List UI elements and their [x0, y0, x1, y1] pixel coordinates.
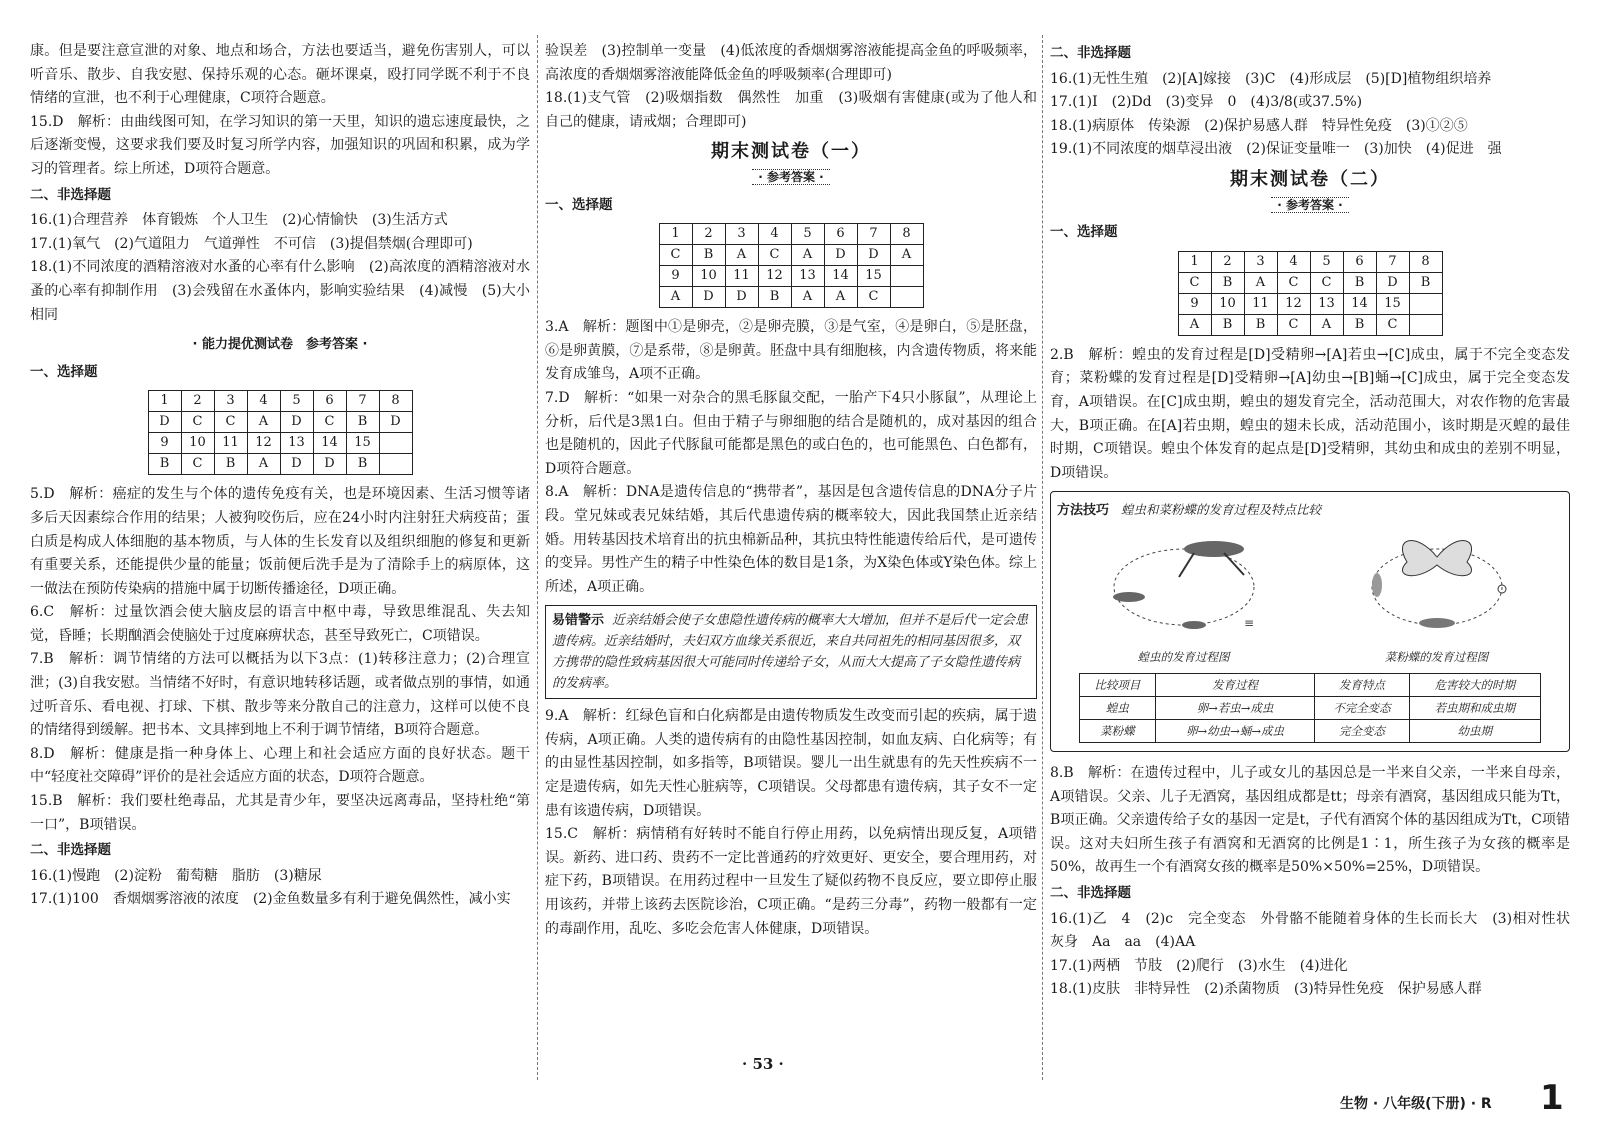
answer-16: 16.(1)合理营养 体育锻炼 个人卫生 (2)心情愉快 (3)生活方式 — [30, 212, 448, 229]
answer-17: 17.(1)Ⅰ (2)Dd (3)变异 0 (4)3/8(或37.5%) — [1050, 94, 1363, 111]
answer-2: 2.B 解析：蝗虫的发育过程是[D]受精卵→[A]若虫→[C]成虫，属于不完全变态发育；菜粉蝶的发育过程是[D]受精卵→[A]幼虫→[B]蛹→[C]成虫，属于完全变态发育，A项错误。在[C]成虫期，蝗虫的翅发育完全，活动范围大，对农作物的危害最大，B项正确。在[A]若虫期，蝗虫的翅未长成，活动范围小，该时期是灭蝗的最佳时期，C项错误。蝗虫个体发育的起点是[D]受精卵，其幼虫和成虫的差别不明显，D项错误。 — [1050, 346, 1570, 481]
section-heading: 二、非选择题 — [30, 186, 111, 203]
warning-text: 近亲结婚会使子女患隐性遗传病的概率大大增加，但并不是后代一定会患遗传病。近亲结婚时，夫妇双方血缘关系很近，来自共同祖先的相同基因很多，双方携带的隐性致病基因很大可能同时传递给子女，从而大大提高了子女隐性遗传病的发病率。 — [552, 613, 1029, 692]
page-corner-number: 1 — [1540, 1078, 1564, 1118]
section-heading: 一、选择题 — [30, 363, 98, 380]
reference-label: · 参考答案 · — [1050, 194, 1570, 218]
answer-15: 15.B 解析：我们要杜绝毒品，尤其是青少年，要坚决远离毒品，坚持杜绝“第一口”，B项错误。 — [30, 793, 530, 833]
answer-grid: 1 2 3 4 5 6 7 8 C B A C C B D B 9 10 11 12 13 14 15 A B B C A B C — [1178, 251, 1443, 336]
column-divider — [537, 35, 538, 1080]
svg-text:≡: ≡ — [1243, 615, 1254, 630]
column-divider — [1042, 35, 1043, 1080]
figure-caption: 蝗虫的发育过程图 — [1137, 649, 1230, 664]
answer-18: 18.(1)支气管 (2)吸烟指数 偶然性 加重 (3)吸烟有害健康(或为了他人和自己的健康，请戒烟；合理即可) — [545, 90, 1037, 130]
comparison-table: 比较项目 发育过程 发育特点 危害较大的时期 蝗虫 卵→若虫→成虫 不完全变态 若虫期和成虫期 菜粉蝶 卵→幼虫→蛹→成虫 完全变态 幼虫期 — [1079, 673, 1541, 743]
warning-title: 易错警示 — [552, 613, 605, 629]
column-3 — [1050, 40, 1584, 1002]
answer-3: 3.A 解析：题图中①是卵壳，②是卵壳膜，③是气室，④是卵白，⑤是胚盘，⑥是卵黄膜，⑦是系带，⑧是卵黄。胚盘中具有细胞核，内含遗传物质，将来能发育成雏鸟，A项不正确。 — [545, 319, 1037, 383]
locust-cycle-illustration — [1084, 527, 1284, 637]
section-heading: 一、选择题 — [1050, 224, 1118, 241]
answer-18: 18.(1)不同浓度的酒精溶液对水蚤的心率有什么影响 (2)高浓度的酒精溶液对水蚤的心率有抑制作用 (3)会残留在水蚤体内，影响实验结果 (4)减慢 (5)大小相同 — [30, 259, 530, 323]
figure-caption: 菜粉蝶的发育过程图 — [1384, 649, 1489, 664]
section-heading: 二、非选择题 — [30, 842, 111, 859]
answer-16: 16.(1)乙 4 (2)c 完全变态 外骨骼不能随着身体的生长而长大 (3)相对性状 灰身 Aa aa (4)AA — [1050, 910, 1584, 951]
paragraph: 康。但是要注意宣泄的对象、地点和场合，方法也要适当，避免伤害别人，可以听音乐、散步、自我安慰、保持乐观的心态。砸坏课桌，殴打同学既不利于不良情绪的宣泄，也不利于心理健康，C项符合题意。 — [30, 43, 530, 107]
answer-17: 17.(1)氧气 (2)气道阻力 气道弹性 不可信 (3)提倡禁烟(合理即可) — [30, 235, 473, 252]
locust-figure — [1084, 527, 1284, 669]
answer-9: 9.A 解析：红绿色盲和白化病都是由遗传物质发生改变而引起的疾病，属于遗传病，A项正确。人类的遗传病有的由隐性基因控制，如血友病、白化病等；有的由显性基因控制，如多指等，B项错误。婴儿一出生就患有的先天性疾病不一定是遗传病，如先天性心脏病等，C项错误。父母都患有遗传病，其子女不一定患有该遗传病，D项错误。 — [545, 708, 1037, 819]
development-figures — [1057, 527, 1563, 669]
tips-title: 方法技巧 — [1057, 503, 1110, 519]
section-heading: 一、选择题 — [545, 196, 613, 213]
answer-grid: 1 2 3 4 5 6 7 8 D C C A D C B D 9 10 11 12 13 14 15 B C B A D D B — [148, 390, 413, 475]
answer-17: 17.(1)两栖 节肢 (2)爬行 (3)水生 (4)进化 — [1050, 957, 1348, 974]
section-title: · 能力提优测试卷 参考答案 · — [192, 337, 368, 353]
column-1 — [30, 40, 530, 912]
answer-18: 18.(1)病原体 传染源 (2)保护易感人群 特异性免疫 (3)①②⑤ — [1050, 117, 1468, 134]
answer-8: 8.B 解析：在遗传过程中，儿子或女儿的基因总是一半来自父亲，一半来自母亲，A项错误。父亲、儿子无酒窝，基因组成都是tt；母亲有酒窝，基因组成只能为Tt，B项正确。父亲遗传给子女的基因一定是t，子代有酒窝个体的基因组成为Tt，C项错误。这对夫妇所生孩子有酒窝和无酒窝的比例是1∶1，所生孩子为女孩的概率是50%，故再生一个有酒窝女孩的概率是50%×50%=25%，D项错误。 — [1050, 765, 1570, 876]
answer-19: 19.(1)不同浓度的烟草浸出液 (2)保证变量唯一 (3)加快 (4)促进 强 — [1050, 141, 1502, 158]
answer-15: 15.D 解析：由曲线图可知，在学习知识的第一天里，知识的遗忘速度最快，之后逐渐变慢，这要求我们要及时复习所学内容，加强知识的巩固和积累，成为学习的管理者。综上所述，D项符合题意。 — [30, 113, 530, 177]
butterfly-figure — [1337, 527, 1537, 669]
answer-6: 6.C 解析：过量饮酒会使大脑皮层的语言中枢中毒，导致思维混乱、失去知觉，昏睡；长期酗酒会使脑处于过度麻痹状态，甚至导致死亡，C项错误。 — [30, 604, 530, 644]
column-2 — [545, 40, 1037, 941]
answer-18: 18.(1)皮肤 非特异性 (2)杀菌物质 (3)特异性免疫 保护易感人群 — [1050, 981, 1482, 998]
answer-16: 16.(1)慢跑 (2)淀粉 葡萄糖 脂肪 (3)糖尿 — [30, 867, 322, 884]
section-heading: 二、非选择题 — [1050, 885, 1131, 902]
page-number: · 53 · — [742, 1055, 784, 1073]
answer-17: 17.(1)100 香烟烟雾溶液的浓度 (2)金鱼数量多有利于避免偶然性，减小实 — [30, 891, 511, 908]
answer-15: 15.C 解析：病情稍有好转时不能自行停止用药，以免病情出现反复，A项错误。新药、进口药、贵药不一定比普通药的疗效更好、更安全，要合理用药，对症下药，B项错误。在用药过程中一旦发生了疑似药物不良反应，要立即停止服用该药，并带上该药去医院诊治，C项正确。“是药三分毒”，药物一般都有一定的毒副作用，乱吃、多吃会危害人体健康，D项错误。 — [545, 826, 1037, 937]
answer-grid: 1 2 3 4 5 6 7 8 C B A C A D D A 9 10 11 12 13 14 15 A D D B A A C — [659, 223, 924, 308]
answer-7: 7.D 解析：“如果一对杂合的黑毛豚鼠交配，一胎产下4只小豚鼠”，从理论上分析，后代是3黑1白。但由于精子与卵细胞的结合是随机的，成对基因的组合也是随机的，因此子代豚鼠可能都是黑色的或白色的，也可能黑色、白色都有，D项符合题意。 — [545, 389, 1037, 477]
answer-16: 16.(1)无性生殖 (2)[A]嫁接 (3)C (4)形成层 (5)[D]植物组织培养 — [1050, 70, 1492, 87]
reference-label: · 参考答案 · — [545, 166, 1037, 190]
tips-subtitle: 蝗虫和菜粉蝶的发育过程及特点比较 — [1121, 502, 1322, 518]
butterfly-cycle-illustration — [1337, 527, 1537, 637]
method-tips-box — [1050, 491, 1570, 752]
paragraph: 验误差 (3)控制单一变量 (4)低浓度的香烟烟雾溶液能提高金鱼的呼吸频率，高浓度的香烟烟雾溶液能降低金鱼的呼吸频率(合理即可) — [545, 43, 1037, 83]
warning-box — [545, 605, 1037, 699]
answer-5: 5.D 解析：癌症的发生与个体的遗传免疫有关，也是环境因素、生活习惯等诸多后天因素综合作用的结果；人被狗咬伤后，应在24小时内注射狂犬病疫苗；蛋白质是构成人体细胞的基本物质，与人体的生长发育以及组织细胞的修复和更新有重要关系，还能提供少量的能量；饭前便后洗手是为了清除手上的病原体，这一做法在预防传染病的措施中属于切断传播途径，D项正确。 — [30, 486, 530, 597]
answer-8: 8.A 解析：DNA是遗传信息的“携带者”，基因是包含遗传信息的DNA分子片段。堂兄妹或表兄妹结婚，其后代患遗传病的概率较大，因此我国禁止近亲结婚。用转基因技术培育出的抗虫棉新品种，其抗虫特性能遗传给后代，是可遗传的变异。男性产生的精子中性染色体的数目是1条，为X染色体或Y染色体。综上所述，A项正确。 — [545, 484, 1037, 595]
exam-title: 期末测试卷（二） — [1230, 168, 1390, 190]
subject-label: 生物 · 八年级(下册) · R — [1340, 1096, 1492, 1112]
answer-8: 8.D 解析：健康是指一种身体上、心理上和社会适应方面的良好状态。题干中“轻度社交障碍”评价的是社会适应方面的状态，D项符合题意。 — [30, 745, 530, 786]
answer-7: 7.B 解析：调节情绪的方法可以概括为以下3点：(1)转移注意力；(2)合理宣泄；(3)自我安慰。当情绪不好时，有意识地转移话题，或者做点别的事情，如通过听音乐、看电视、打球、下棋、散步等来分散自己的注意力，这样可以使不良的情绪得到缓解。把书本、文具摔到地上不利于调节情绪，B项符合题意。 — [30, 651, 530, 739]
section-heading: 二、非选择题 — [1050, 45, 1131, 61]
exam-title: 期末测试卷（一） — [711, 141, 871, 163]
